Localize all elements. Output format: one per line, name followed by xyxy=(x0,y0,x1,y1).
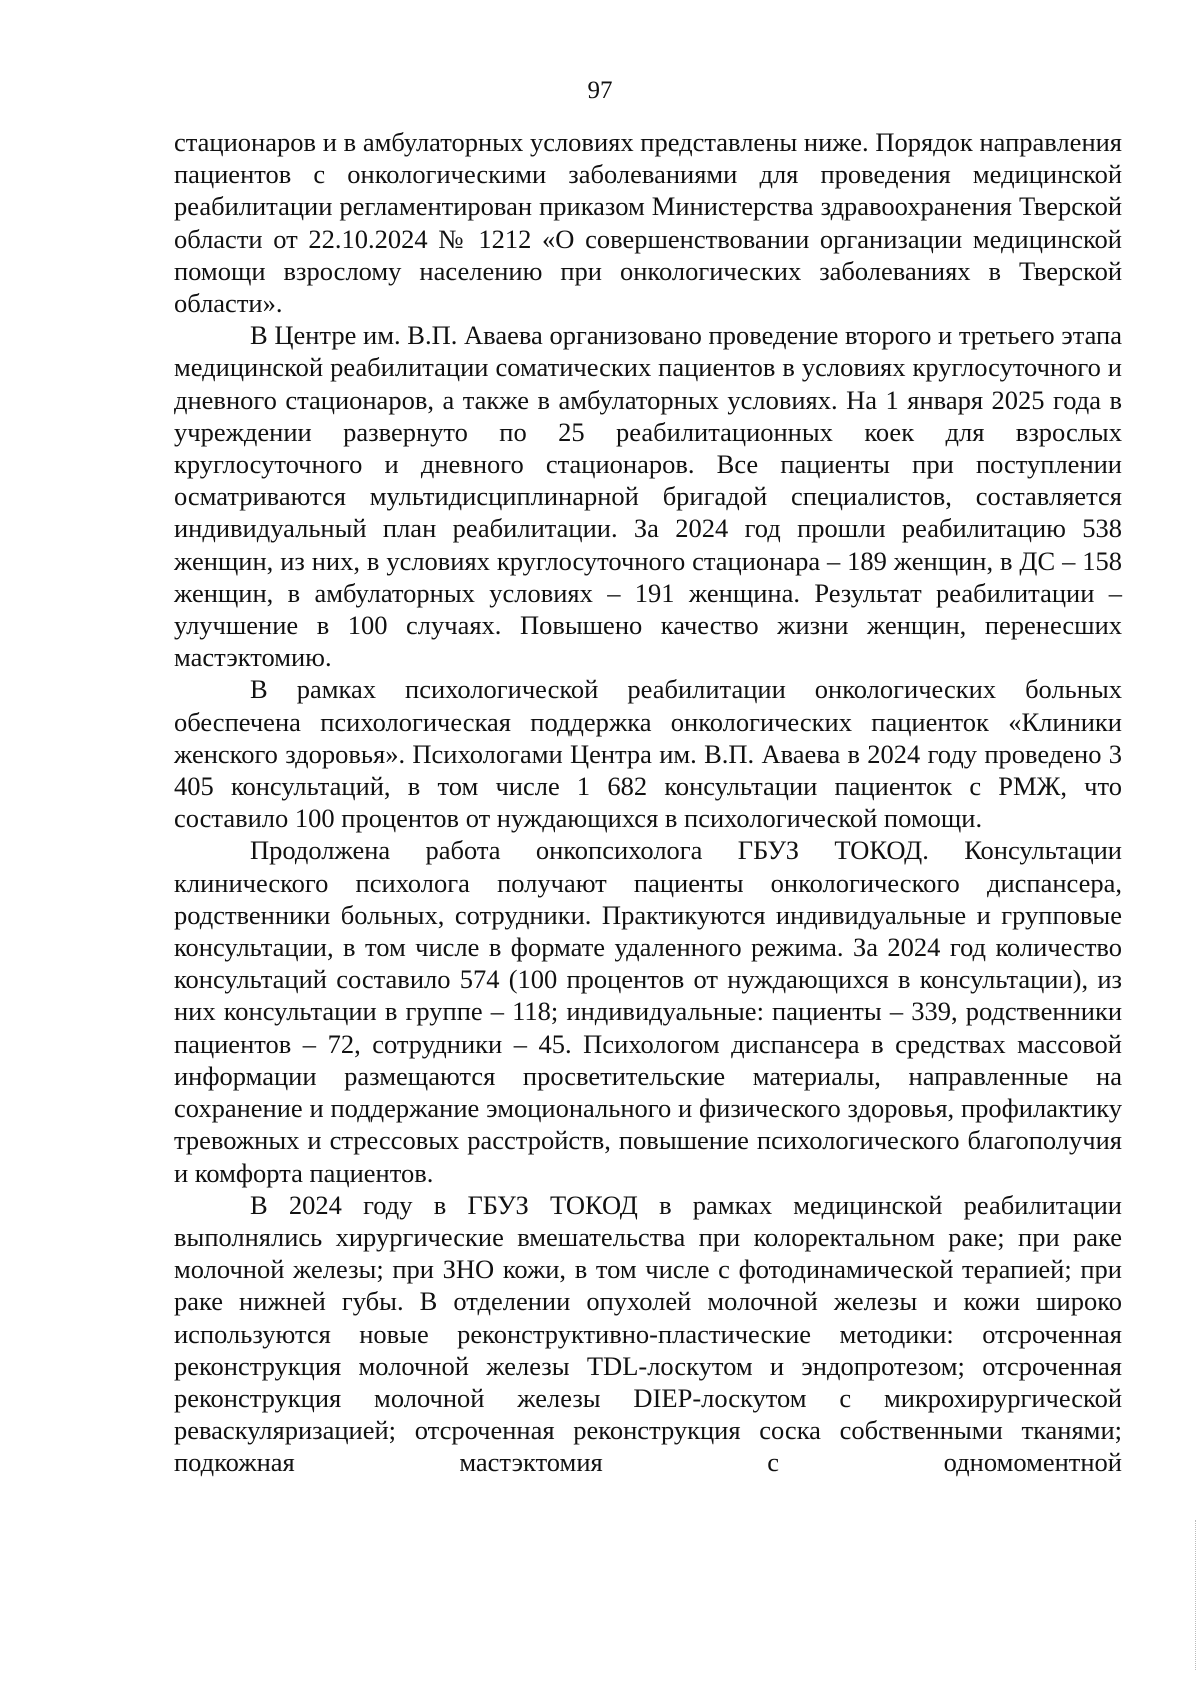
paragraph-continuation: стационаров и в амбулаторных условиях представлены ниже. Порядок направления пациентов с онкологическими заболеваниями для проведения медицинской реабилитации регламентирован приказом Министерства здравоохранения Тверской области от 22.10.2024 № 1212 «О совершенствовании организации медицинской помощи взрослому населению при онкологических заболеваниях в Тверской области». xyxy=(174,127,1122,319)
scan-edge-mark xyxy=(1193,1520,1196,1670)
page-number: 97 xyxy=(587,77,613,104)
paragraph-rehabilitation-center: В Центре им. В.П. Аваева организовано проведение второго и третьего этапа медицинской реабилитации соматических пациентов в условиях круглосуточного и дневного стационаров, а также в амбулаторных условиях. На 1 января 2025 года в учреждении развернуто по 25 реабилитационных коек для взрослых круглосуточного и дневного стационаров. Все пациенты при поступлении осматриваются мультидисциплинарной бригадой специалистов, составляется индивидуальный план реабилитации. За 2024 год прошли реабилитацию 538 женщин, из них, в условиях круглосуточного стационара – 189 женщин, в ДС – 158 женщин, в амбулаторных условиях – 191 женщина. Результат реабилитации – улучшение в 100 случаях. Повышено качество жизни женщин, перенесших мастэктомию. xyxy=(174,320,1122,673)
body-text xyxy=(174,126,1122,1479)
paragraph-surgical-rehabilitation: В 2024 году в ГБУЗ ТОКОД в рамках медицинской реабилитации выполнялись хирургические вмешательства при колоректальном раке; при раке молочной железы; при ЗНО кожи, в том числе с фотодинамической терапией; при раке нижней губы. В отделении опухолей молочной железы и кожи широко используются новые реконструктивно-пластические методики: отсроченная реконструкция молочной железы TDL-лоскутом и эндопротезом; отсроченная реконструкция молочной железы DIEP-лоскутом с микрохирургической реваскуляризацией; отсроченная реконструкция соска собственными тканями; подкожная мастэктомия с одномоментной xyxy=(174,1189,1122,1478)
paragraph-psychological-support: В рамках психологической реабилитации онкологических больных обеспечена психологическая поддержка онкологических пациенток «Клиники женского здоровья». Психологами Центра им. В.П. Аваева в 2024 году проведено 3 405 консультаций, в том числе 1 682 консультации пациенток с РМЖ, что составило 100 процентов от нуждающихся в психологической помощи. xyxy=(174,674,1122,834)
paragraph-oncopsychologist: Продолжена работа онкопсихолога ГБУЗ ТОКОД. Консультации клинического психолога получают пациенты онкологического диспансера, родственники больных, сотрудники. Практикуются индивидуальные и групповые консультации, в том числе в формате удаленного режима. За 2024 год количество консультаций составило 574 (100 процентов от нуждающихся в консультации), из них консультации в группе – 118; индивидуальные: пациенты – 339, родственники пациентов – 72, сотрудники – 45. Психологом диспансера в средствах массовой информации размещаются просветительские материалы, направленные на сохранение и поддержание эмоционального и физического здоровья, профилактику тревожных и стрессовых расстройств, повышение психологического благополучия и комфорта пациентов. xyxy=(174,835,1122,1188)
